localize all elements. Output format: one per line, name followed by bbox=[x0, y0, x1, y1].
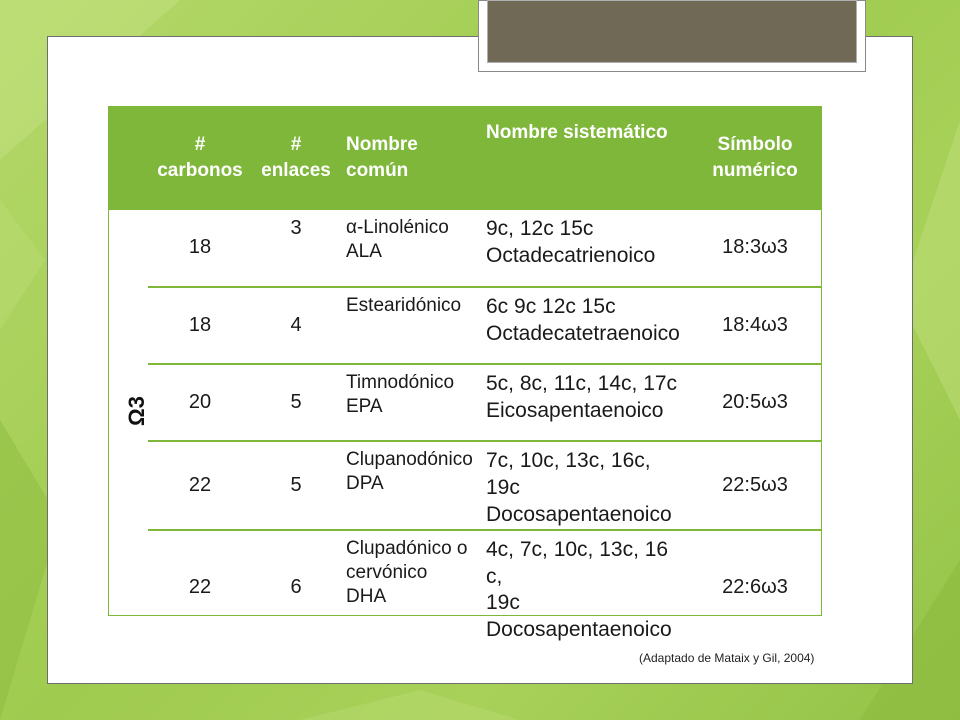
bonds-cell: 5 bbox=[252, 364, 340, 441]
systematic-name-cell: 7c, 10c, 13c, 16c, 19c Docosapentaenoico bbox=[480, 441, 688, 530]
carbons-cell: 22 bbox=[188, 575, 212, 598]
systematic-name-cell: 5c, 8c, 11c, 14c, 17c Eicosapentaenoico bbox=[480, 364, 688, 441]
numeric-symbol-cell: 20:5ω3 bbox=[688, 364, 822, 441]
bonds-cell: 6 bbox=[290, 575, 302, 598]
carbons-cell: 18 bbox=[148, 287, 252, 364]
bonds-cell: 3 bbox=[252, 210, 340, 287]
common-name-cell: α-Linolénico ALA bbox=[340, 210, 480, 287]
table-row bbox=[108, 287, 822, 364]
table-row bbox=[108, 441, 822, 530]
systematic-name-cell: 9c, 12c 15c Octadecatrienoico bbox=[480, 210, 688, 287]
header-carbons: # carbonos bbox=[148, 106, 252, 210]
systematic-name-cell: 4c, 7c, 10c, 13c, 16 c, 19c Docosapentaenoico bbox=[486, 537, 672, 642]
table-row bbox=[108, 364, 822, 441]
table-header-row bbox=[108, 106, 822, 210]
numeric-symbol-cell: 18:4ω3 bbox=[688, 287, 822, 364]
systematic-name-cell: 6c 9c 12c 15c Octadecatetraenoico bbox=[480, 287, 688, 364]
common-name-cell: Clupanodónico DPA bbox=[340, 441, 480, 530]
header-bonds: # enlaces bbox=[252, 106, 340, 210]
carbons-cell: 18 bbox=[148, 210, 252, 287]
header-numeric-symbol: Símbolo numérico bbox=[688, 106, 822, 210]
source-caption: (Adaptado de Mataix y Gil, 2004) bbox=[639, 651, 815, 665]
header-systematic-name: Nombre sistemático bbox=[480, 106, 688, 210]
bonds-cell: 4 bbox=[252, 287, 340, 364]
common-name-cell: Timnodónico EPA bbox=[340, 364, 480, 441]
carbons-cell: 20 bbox=[148, 364, 252, 441]
header-common-name: Nombre común bbox=[340, 106, 480, 210]
numeric-symbol-cell: 22:6ω3 bbox=[722, 575, 788, 598]
omega-group-cell bbox=[108, 210, 148, 644]
fatty-acids-table bbox=[108, 106, 822, 644]
header-spacer bbox=[108, 106, 148, 210]
numeric-symbol-cell: 18:3ω3 bbox=[688, 210, 822, 287]
table-row bbox=[108, 530, 822, 645]
bonds-cell: 5 bbox=[252, 441, 340, 530]
common-name-cell: Clupadónico o cervónico DHA bbox=[346, 537, 468, 608]
numeric-symbol-cell: 22:5ω3 bbox=[688, 441, 822, 530]
carbons-cell: 22 bbox=[148, 441, 252, 530]
table-row bbox=[108, 210, 822, 287]
title-placeholder bbox=[487, 0, 857, 63]
omega3-group-label: Ω3 bbox=[124, 396, 149, 426]
common-name-cell: Estearidónico bbox=[340, 287, 480, 364]
